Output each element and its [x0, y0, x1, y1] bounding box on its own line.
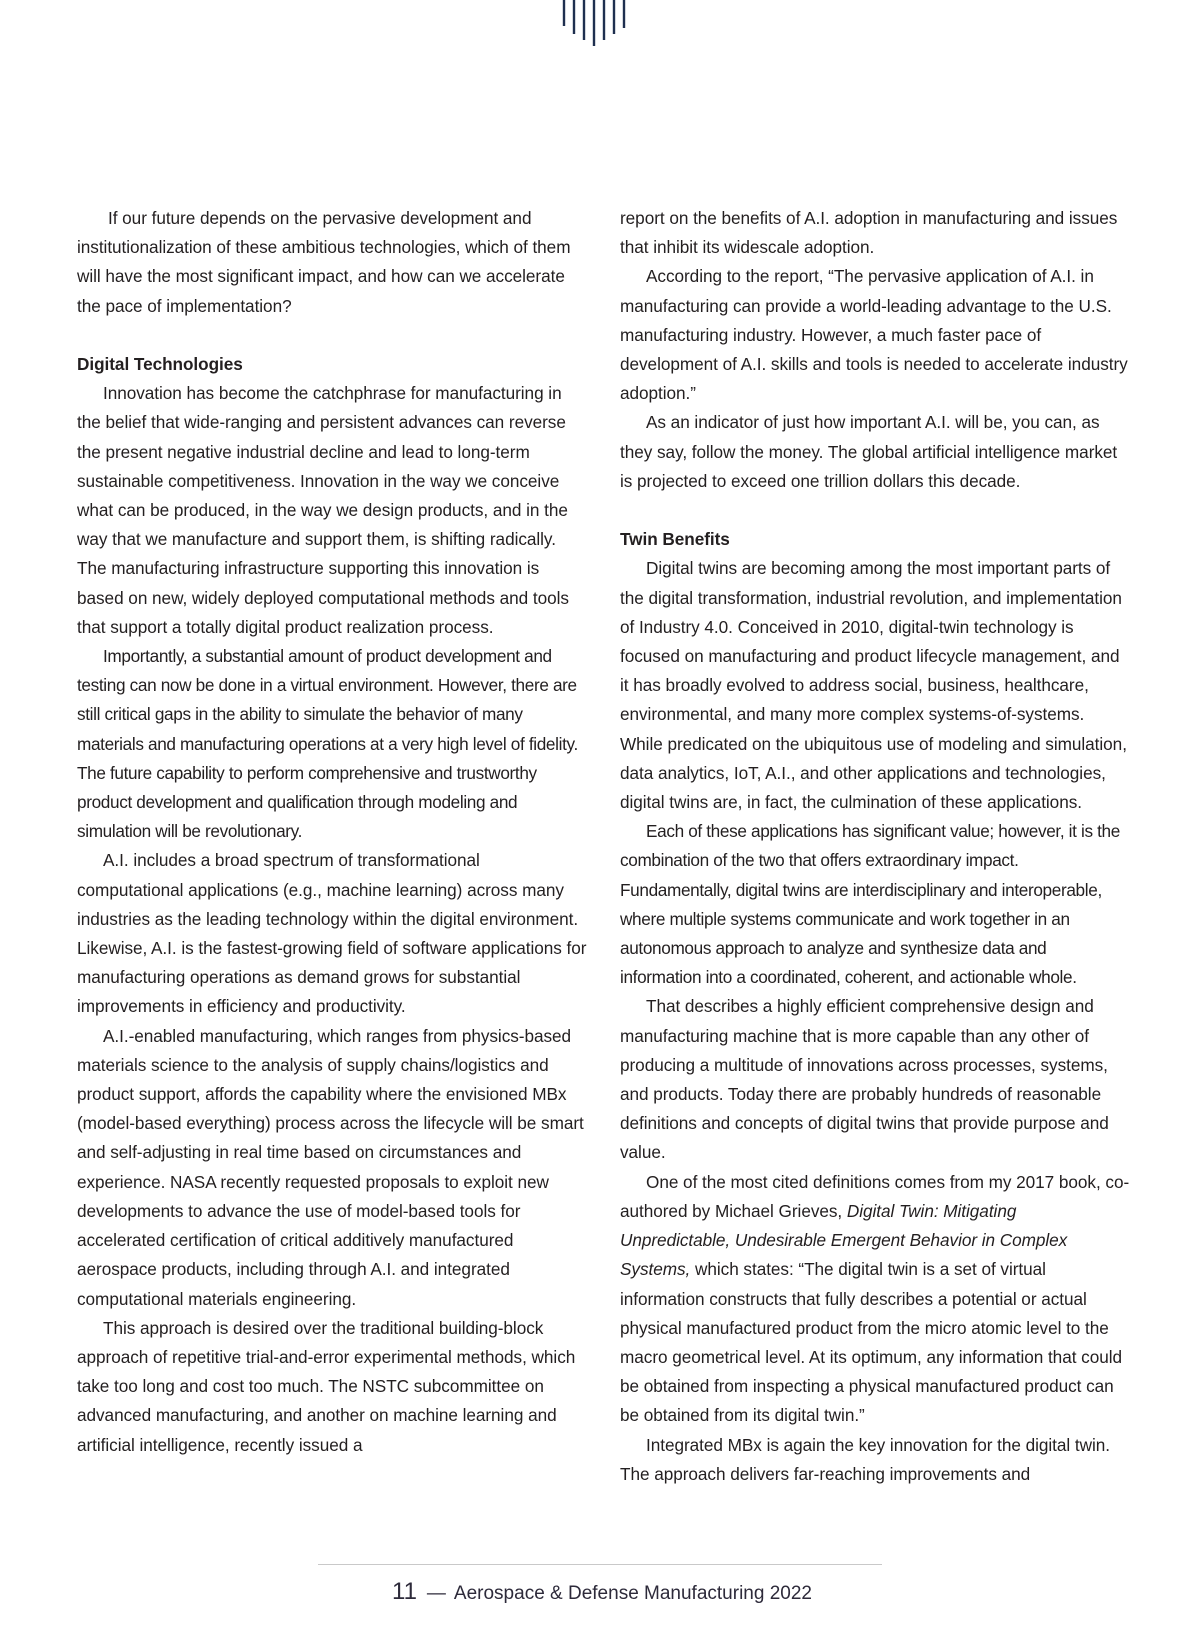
body-paragraph	[620, 1168, 1130, 1431]
body-paragraph: Digital twins are becoming among the most important parts of the digital transformation, industrial revolution, and implementation of Industry 4.0. Conceived in 2010, digital-twin technology is focused on manufacturing and product lifecycle management, and it has broadly evolved to address social, business, healthcare, environmental, and many more complex systems-of-systems. While predicated on the ubiquitous use of modeling and simulation, data analytics, IoT, A.I., and other applications and technologies, digital twins are, in fact, the culmination of these applications.	[620, 558, 1127, 813]
body-paragraph: That describes a highly efficient comprehensive design and manufacturing machine that is more capable than any other of producing a multitude of innovations across processes, systems, and products. Today there are probably hundreds of reasonable definitions and concepts of digital twins that provide purpose and value.	[620, 996, 1109, 1163]
body-paragraph: Importantly, a substantial amount of product development and testing can now be done in a virtual environment. However, there are still critical gaps in the ability to simulate the behavior of many materials and manufacturing operations at a very high level of fidelity. The future capability to perform comprehensive and trustworthy product development and qualification through modeling and simulation will be revolutionary.	[77, 646, 578, 842]
body-paragraph: Integrated MBx is again the key innovation for the digital twin. The approach delivers far-reaching improvements and	[620, 1434, 1110, 1484]
publication-title: Aerospace & Defense Manufacturing 2022	[453, 1583, 812, 1604]
body-paragraph: This approach is desired over the traditional building-block approach of repetitive trial-and-error experimental methods, which take too long and cost too much. The NSTC subcommittee on advanced manufacturing, and another on machine learning and artificial intelligence, recently issued a	[77, 1317, 576, 1455]
text-run: which states: “The digital twin is a set of virtual information constructs that fully describes a potential or actual physical manufactured product from the micro atomic level to the macro geometrical level. At its optimum, any information that could be obtained from inspecting a physical manufactured product can be obtained from its digital twin.”	[620, 1259, 1122, 1426]
body-paragraph: Innovation has become the catchphrase for manufacturing in the belief that wide-ranging and persistent advances can reverse the present negative industrial decline and lead to long-term sustainable competitiveness. Innovation in the way we conceive what can be produced, in the way we design products, and in the way that we manufacture and support them, is shifting radically. The manufacturing infrastructure supporting this innovation is based on new, widely deployed computational methods and tools that support a totally digital product realization process.	[77, 383, 569, 637]
footer-separator: —	[426, 1583, 446, 1604]
right-column	[620, 204, 1130, 1489]
body-paragraph: Each of these applications has significant value; however, it is the combination of the two that offers extraordinary impact. Fundamentally, digital twins are interdisciplinary and interoperable, where multiple systems communicate and work together in an autonomous approach to analyze and synthesize data and information into a coordinated, coherent, and actionable whole.	[620, 821, 1120, 988]
left-column	[77, 204, 587, 1460]
intro-paragraph: If our future depends on the pervasive development and institutionalization of these ambitious technologies, which of them will have the most significant impact, and how can we accelerate the pace of implementation?	[77, 208, 571, 316]
book-title: Digital Twin: Mitigating Unpredictable, Undesirable Emergent Behavior in Complex Systems,	[620, 1200, 1068, 1280]
decorative-line-mark	[562, 0, 642, 48]
section-heading-digital-technologies: Digital Technologies	[77, 354, 243, 374]
footer-rule	[318, 1564, 882, 1565]
page-number: 11	[392, 1578, 417, 1605]
body-paragraph: A.I. includes a broad spectrum of transformational computational applications (e.g., machine learning) across many industries as the leading technology within the digital environment. Likewise, A.I. is the fastest-growing field of software applications for manufacturing operations as demand grows for substantial improvements in efficiency and productivity.	[77, 850, 587, 1017]
text-run: One of the most cited definitions comes from my 2017 book, co-authored by Michael Grieves,	[620, 1171, 1130, 1221]
body-paragraph: As an indicator of just how important A.I. will be, you can, as they say, follow the money. The global artificial intelligence market is projected to exceed one trillion dollars this decade.	[620, 412, 1118, 491]
page-footer	[392, 1578, 812, 1606]
body-paragraph: A.I.-enabled manufacturing, which ranges from physics-based materials science to the analysis of supply chains/logistics and product support, affords the capability where the envisioned MBx (model-based everything) process across the lifecycle will be smart and self-adjusting in real time based on circumstances and experience. NASA recently requested proposals to exploit new developments to advance the use of model-based tools for accelerated certification of critical additively manufactured aerospace products, including through A.I. and integrated computational materials engineering.	[77, 1025, 584, 1309]
section-heading-twin-benefits: Twin Benefits	[620, 529, 730, 550]
body-paragraph: According to the report, “The pervasive application of A.I. in manufacturing can provide a world-leading advantage to the U.S. manufacturing industry. However, a much faster pace of development of A.I. skills and tools is needed to accelerate industry adoption.”	[620, 266, 1128, 404]
body-paragraph-continued: report on the benefits of A.I. adoption in manufacturing and issues that inhibit its widescale adoption.	[620, 208, 1118, 258]
